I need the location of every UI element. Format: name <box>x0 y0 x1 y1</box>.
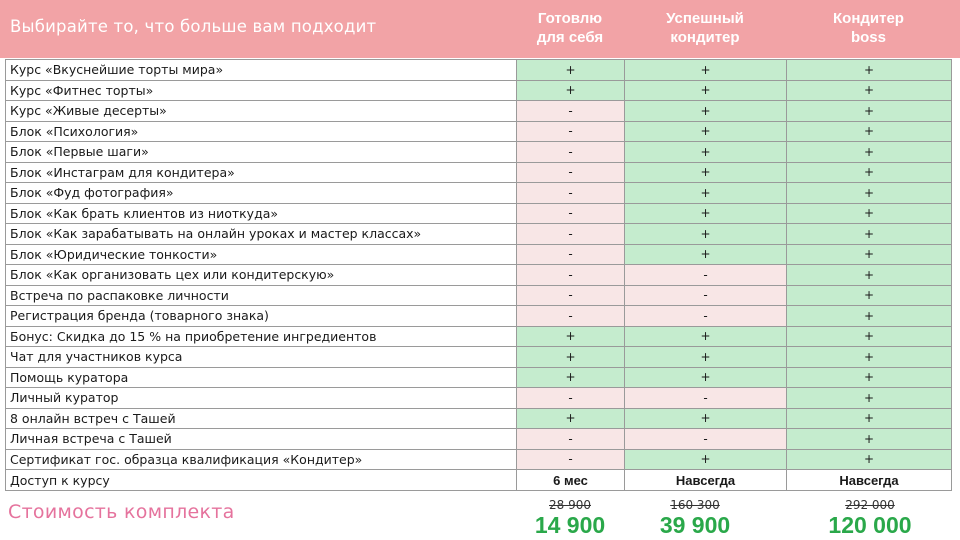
table-row <box>6 306 952 327</box>
excluded-mark: - <box>517 388 625 409</box>
included-mark: + <box>517 347 625 368</box>
table-row <box>6 204 952 225</box>
excluded-mark: - <box>517 224 625 245</box>
new-price: 39 900 <box>659 512 731 538</box>
table-row <box>6 142 952 163</box>
excluded-mark: - <box>517 286 625 307</box>
excluded-mark: - <box>625 306 787 327</box>
included-mark: + <box>625 224 787 245</box>
old-price: 160 300 <box>670 498 720 512</box>
plan-header-1-line2: для себя <box>536 29 604 46</box>
included-mark: + <box>787 327 952 348</box>
excluded-mark: - <box>517 265 625 286</box>
included-mark: + <box>625 204 787 225</box>
excluded-mark: - <box>517 163 625 184</box>
included-mark: + <box>625 101 787 122</box>
excluded-mark: - <box>517 183 625 204</box>
old-price: 28 900 <box>549 498 591 512</box>
feature-label: Чат для участников курса <box>6 347 517 368</box>
price-plan-3 <box>790 498 950 538</box>
comparison-table <box>5 59 952 491</box>
included-mark: + <box>787 122 952 143</box>
plan-header-3-line1: Кондитер <box>833 10 904 27</box>
included-mark: + <box>625 327 787 348</box>
excluded-mark: - <box>517 450 625 471</box>
table-row <box>6 388 952 409</box>
included-mark: + <box>787 388 952 409</box>
included-mark: + <box>787 142 952 163</box>
feature-label: Помощь куратора <box>6 368 517 389</box>
included-mark: + <box>625 183 787 204</box>
excluded-mark: - <box>625 265 787 286</box>
included-mark: + <box>787 81 952 102</box>
price-plan-2 <box>615 498 775 538</box>
included-mark: + <box>517 60 625 81</box>
table-row <box>6 286 952 307</box>
included-mark: + <box>787 286 952 307</box>
access-label: Доступ к курсу <box>6 470 517 491</box>
table-row <box>6 245 952 266</box>
table-row <box>6 224 952 245</box>
included-mark: + <box>787 163 952 184</box>
included-mark: + <box>625 245 787 266</box>
included-mark: + <box>787 183 952 204</box>
feature-label: Курс «Вкуснейшие торты мира» <box>6 60 517 81</box>
access-duration: 6 мес <box>517 470 625 491</box>
table-row <box>6 265 952 286</box>
included-mark: + <box>625 368 787 389</box>
feature-label: Блок «Инстаграм для кондитера» <box>6 163 517 184</box>
included-mark: + <box>517 368 625 389</box>
table-row <box>6 81 952 102</box>
feature-label: Курс «Фитнес торты» <box>6 81 517 102</box>
table-row <box>6 409 952 430</box>
excluded-mark: - <box>625 429 787 450</box>
header-bar <box>0 0 960 58</box>
included-mark: + <box>787 224 952 245</box>
table-row <box>6 60 952 81</box>
excluded-mark: - <box>517 429 625 450</box>
included-mark: + <box>517 327 625 348</box>
feature-label: Регистрация бренда (товарного знака) <box>6 306 517 327</box>
table-row <box>6 450 952 471</box>
included-mark: + <box>625 60 787 81</box>
included-mark: + <box>787 101 952 122</box>
included-mark: + <box>625 347 787 368</box>
included-mark: + <box>625 122 787 143</box>
included-mark: + <box>787 450 952 471</box>
feature-label: Курс «Живые десерты» <box>6 101 517 122</box>
feature-label: Блок «Как брать клиентов из ниоткуда» <box>6 204 517 225</box>
feature-label: Блок «Психология» <box>6 122 517 143</box>
included-mark: + <box>787 265 952 286</box>
table-row <box>6 347 952 368</box>
included-mark: + <box>787 60 952 81</box>
included-mark: + <box>517 81 625 102</box>
excluded-mark: - <box>625 388 787 409</box>
included-mark: + <box>517 409 625 430</box>
included-mark: + <box>787 429 952 450</box>
table-row <box>6 163 952 184</box>
header-title: Выбирайте то, что больше вам подходит <box>10 17 377 36</box>
table-row <box>6 368 952 389</box>
included-mark: + <box>625 409 787 430</box>
feature-label: 8 онлайн встреч с Ташей <box>6 409 517 430</box>
plan-header-3-line2: boss <box>850 29 886 46</box>
plan-header-2-line1: Успешный <box>666 10 744 27</box>
included-mark: + <box>625 81 787 102</box>
included-mark: + <box>787 306 952 327</box>
excluded-mark: - <box>517 204 625 225</box>
included-mark: + <box>625 450 787 471</box>
new-price: 120 000 <box>828 512 912 538</box>
new-price: 14 900 <box>534 512 606 538</box>
included-mark: + <box>787 245 952 266</box>
table-row <box>6 183 952 204</box>
feature-label: Бонус: Скидка до 15 % на приобретение ингредиентов <box>6 327 517 348</box>
feature-label: Личная встреча с Ташей <box>6 429 517 450</box>
feature-label: Блок «Как зарабатывать на онлайн уроках и мастер классах» <box>6 224 517 245</box>
plan-header-2-line2: кондитер <box>670 29 740 46</box>
feature-label: Блок «Как организовать цех или кондитерскую» <box>6 265 517 286</box>
price-label: Стоимость комплекта <box>8 501 235 523</box>
feature-label: Блок «Фуд фотография» <box>6 183 517 204</box>
plan-header-2 <box>624 9 786 47</box>
included-mark: + <box>787 347 952 368</box>
feature-label: Личный куратор <box>6 388 517 409</box>
excluded-mark: - <box>517 122 625 143</box>
excluded-mark: - <box>517 306 625 327</box>
feature-label: Сертификат гос. образца квалификация «Кондитер» <box>6 450 517 471</box>
feature-label: Блок «Первые шаги» <box>6 142 517 163</box>
excluded-mark: - <box>517 101 625 122</box>
excluded-mark: - <box>625 286 787 307</box>
included-mark: + <box>625 163 787 184</box>
feature-label: Блок «Юридические тонкости» <box>6 245 517 266</box>
excluded-mark: - <box>517 245 625 266</box>
excluded-mark: - <box>517 142 625 163</box>
included-mark: + <box>625 142 787 163</box>
access-duration: Навсегда <box>625 470 787 491</box>
old-price: 292 000 <box>845 498 895 512</box>
feature-label: Встреча по распаковке личности <box>6 286 517 307</box>
included-mark: + <box>787 204 952 225</box>
access-duration: Навсегда <box>787 470 952 491</box>
table-row <box>6 327 952 348</box>
table-row <box>6 429 952 450</box>
table-row <box>6 122 952 143</box>
table-row-access <box>6 470 952 491</box>
included-mark: + <box>787 409 952 430</box>
plan-header-3 <box>786 9 951 47</box>
table-row <box>6 101 952 122</box>
plan-header-1 <box>516 9 624 47</box>
included-mark: + <box>787 368 952 389</box>
plan-header-1-line1: Готовлю <box>537 10 603 27</box>
